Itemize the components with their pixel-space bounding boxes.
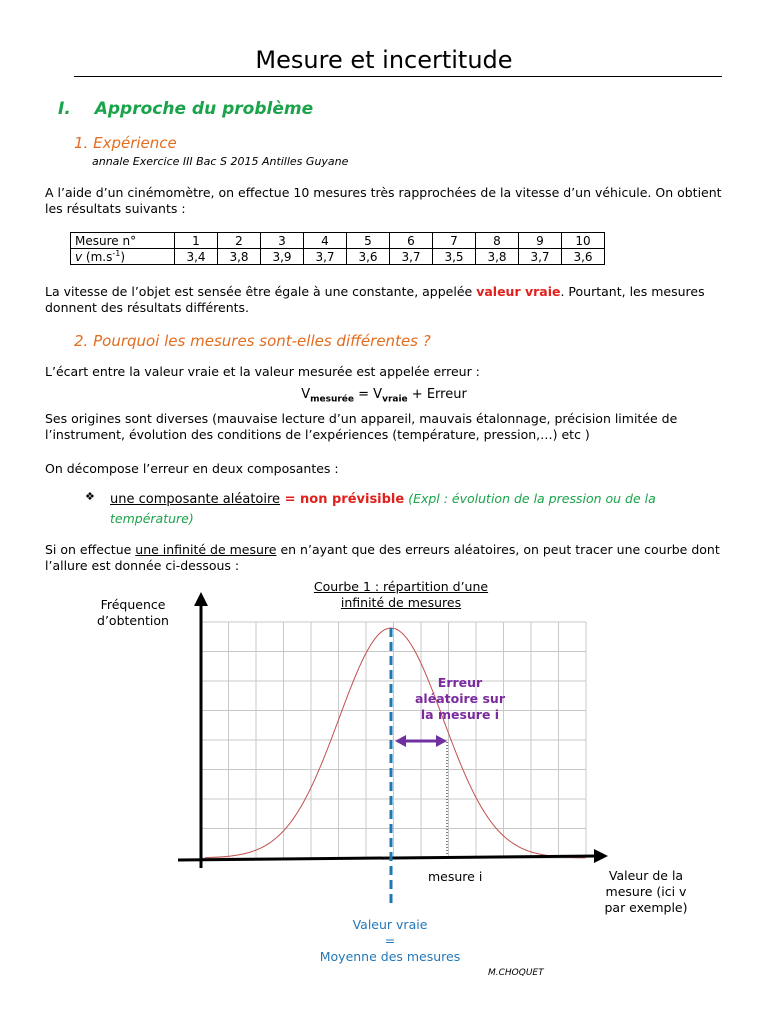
table-cell: 3,7	[390, 249, 433, 265]
table-cell: 4	[304, 233, 347, 249]
y-axis-arrowhead	[194, 592, 208, 606]
source-reference: annale Exercice III Bac S 2015 Antilles Guyane	[92, 155, 349, 168]
unit-close: )	[120, 250, 126, 264]
random-error-line-2: aléatoire sur	[415, 691, 505, 706]
example-text: (Expl : évolution de la pression ou de la	[404, 491, 656, 506]
table-cell: 2	[218, 233, 261, 249]
random-error-line-1: Erreur	[437, 675, 483, 690]
formula-eq: = V	[354, 387, 383, 402]
table-cell: 3,8	[218, 249, 261, 265]
bullet-line-2: température)	[110, 511, 194, 526]
subsection-number: 2.	[74, 332, 89, 350]
y-axis-label-line-2: d’obtention	[97, 613, 169, 628]
x-axis-arrowhead	[594, 849, 608, 863]
y-axis-label-line-1: Fréquence	[100, 597, 166, 612]
table-cell: 3,6	[562, 249, 605, 265]
origins-line-1: Ses origines sont diverses (mauvaise lecture d’un appareil, mauvais étalonnage, précision limitée de	[45, 411, 678, 426]
velocity-symbol: v	[75, 250, 83, 264]
x-axis-label-line-1: Valeur de la	[608, 868, 684, 883]
figure-title-line-1: Courbe 1 : répartition d’une	[313, 579, 489, 594]
y-axis-label	[88, 597, 178, 629]
unit-exponent: -1	[112, 249, 121, 258]
figure-title	[270, 579, 532, 611]
formula-v: V	[301, 387, 311, 402]
intro-line-2: les résultats suivants :	[45, 201, 186, 216]
measure-i-label: mesure i	[428, 869, 483, 884]
table-cell: 6	[390, 233, 433, 249]
text-segment: en n’ayant que des erreurs aléatoires, on peut tracer une courbe dont	[276, 542, 720, 557]
table-cell: 8	[476, 233, 519, 249]
subsection-number: 1.	[74, 134, 89, 152]
x-axis-label-line-3: par exemple)	[604, 900, 688, 915]
author-signature: M.CHOQUET	[488, 968, 544, 978]
unit-label: (m.s	[82, 250, 113, 264]
formula-sub-true: vraie	[382, 394, 408, 405]
text-segment: La vitesse de l’objet est sensée être égale à une constante, appelée	[45, 284, 477, 299]
mean-caption-line: Moyenne des mesures	[319, 949, 461, 964]
table-cell: 5	[347, 233, 390, 249]
unpredictable-label: = non prévisible	[280, 492, 405, 507]
table-cell: 3,8	[476, 249, 519, 265]
table-cell: 3,7	[304, 249, 347, 265]
formula-rest: + Erreur	[407, 387, 467, 402]
error-arrow-left-head	[395, 735, 406, 747]
page-title: Mesure et incertitude	[255, 46, 513, 74]
grid-lines	[201, 622, 586, 858]
table-cell: 7	[433, 233, 476, 249]
x-axis	[178, 856, 598, 860]
table-cell: 9	[519, 233, 562, 249]
text-segment: . Pourtant, les mesures	[560, 284, 705, 299]
infinite-line-2: l’allure est donnée ci-dessous :	[45, 558, 240, 573]
intro-line-1: A l’aide d’un cinémomètre, on effectue 10 mesures très rapprochées de la vitesse d’un véhicule. On obtient	[45, 185, 722, 200]
table-cell: 3,4	[175, 249, 218, 265]
bell-curve	[205, 628, 585, 858]
subsection-title: Expérience	[93, 134, 177, 152]
x-axis-label	[596, 868, 696, 916]
table-cell: 10	[562, 233, 605, 249]
subsection-title: Pourquoi les mesures sont-elles différentes ?	[93, 332, 431, 350]
section-title: Approche du problème	[94, 99, 314, 119]
highlight-true-value: valeur vraie	[476, 284, 561, 299]
random-error-label	[405, 675, 515, 723]
table-cell: 3	[261, 233, 304, 249]
formula-sub-measured: mesurée	[310, 394, 355, 405]
origins-line-2: l’instrument, évolution des conditions de l’expériences (température, pression,…) etc )	[45, 427, 590, 442]
true-value-caption-line: Valeur vraie	[352, 917, 428, 932]
true-value-caption	[290, 917, 490, 965]
x-axis-label-line-2: mesure (ici v	[605, 884, 687, 899]
error-arrow-right-head	[436, 735, 447, 747]
decomposition-paragraph: On décompose l’erreur en deux composantes :	[45, 461, 339, 476]
figure-title-line-2: infinité de mesures	[340, 595, 462, 610]
bullet-icon: ❖	[85, 490, 95, 503]
infinite-measures-underlined: une infinité de mesure	[135, 542, 277, 557]
table-cell: 3,6	[347, 249, 390, 265]
random-error-line-3: la mesure i	[420, 707, 500, 722]
table-cell: 3,7	[519, 249, 562, 265]
section-number: I.	[58, 99, 71, 119]
random-component-label: une composante aléatoire	[110, 492, 281, 507]
table-cell: 1	[175, 233, 218, 249]
true-value-line-2: donnent des résultats différents.	[45, 300, 250, 315]
table-header-cell: Mesure n°	[71, 233, 175, 249]
error-definition: L’écart entre la valeur vraie et la valeur mesurée est appelée erreur :	[45, 364, 480, 379]
text-segment: Si on effectue	[45, 542, 136, 557]
table-cell: 3,5	[433, 249, 476, 265]
table-cell: 3,9	[261, 249, 304, 265]
equals-sign: =	[384, 933, 396, 948]
